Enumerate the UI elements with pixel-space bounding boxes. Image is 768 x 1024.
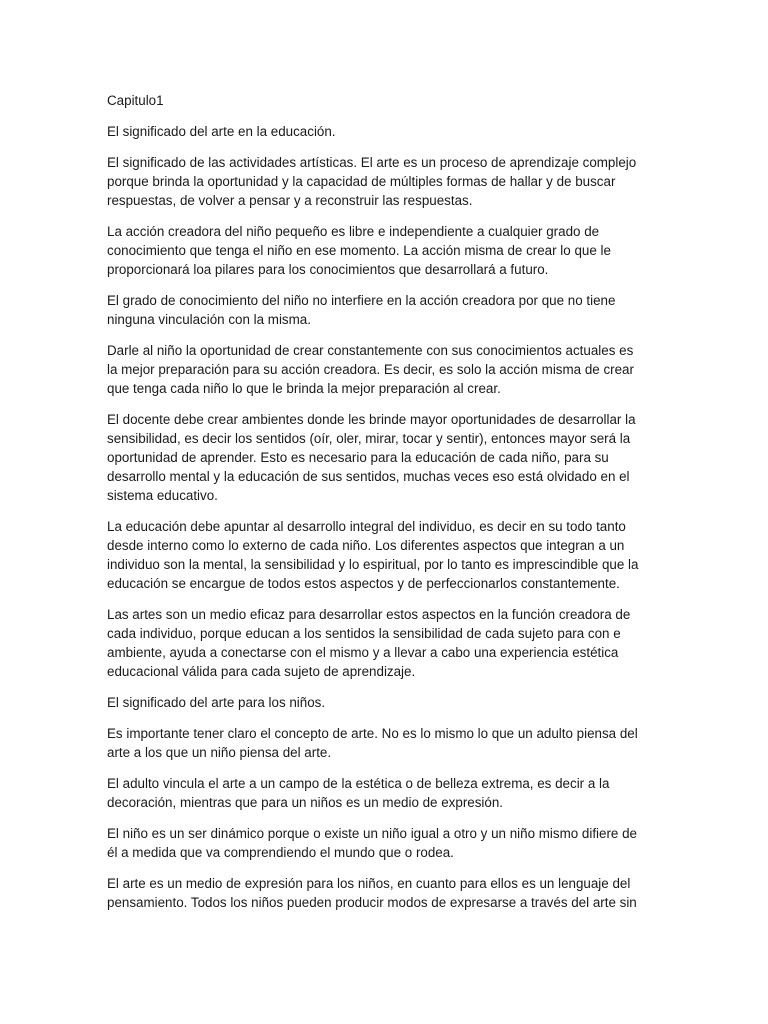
- section-heading: El significado del arte en la educación.: [107, 124, 336, 139]
- paragraph: Las artes son un medio eficaz para desarrollar estos aspectos en la función creadora de cada individuo, porque educan a los sentidos la sensibilidad de cada sujeto para con e ambiente, ayuda a conectarse con el mismo y a llevar a cabo una experiencia estética educacional válida para cada sujeto de aprendizaje.: [107, 607, 631, 679]
- paragraph: El docente debe crear ambientes donde les brinde mayor oportunidades de desarrollar la sensibilidad, es decir los sentidos (oír, oler, mirar, tocar y sentir), entonces mayor será la oportunidad de aprender. Esto es necesario para la educación de cada niño, para su desarrollo mental y la educación de sus sentidos, muchas veces eso está olvidado en el sistema educativo.: [107, 412, 636, 503]
- paragraph: Darle al niño la oportunidad de crear constantemente con sus conocimientos actuales es la mejor preparación para su acción creadora. Es decir, es solo la acción misma de crear que tenga cada niño lo que le brinda la mejor preparación al crear.: [107, 343, 634, 396]
- paragraph: El arte es un medio de expresión para los niños, en cuanto para ellos es un lenguaje del pensamiento. Todos los niños pueden producir modos de expresarse a través del arte sin: [107, 876, 637, 910]
- paragraph: El significado de las actividades artísticas. El arte es un proceso de aprendizaje complejo porque brinda la oportunidad y la capacidad de múltiples formas de hallar y de buscar respuestas, de volver a pensar y a reconstruir las respuestas.: [107, 155, 637, 208]
- paragraph: La educación debe apuntar al desarrollo integral del individuo, es decir en su todo tanto desde interno como lo externo de cada niño. Los diferentes aspectos que integran a un individuo son la mental, la sensibilidad y lo espiritual, por lo tanto es imprescindible que la educación se encargue de todos estos aspectos y de perfeccionarlos constantemente.: [107, 519, 639, 591]
- document-page: [107, 91, 657, 924]
- paragraph: El adulto vincula el arte a un campo de la estética o de belleza extrema, es decir a la decoración, mientras que para un niños es un medio de expresión.: [107, 776, 610, 810]
- section-heading: El significado del arte para los niños.: [107, 695, 326, 710]
- paragraph: El niño es un ser dinámico porque o existe un niño igual a otro y un niño mismo difiere de él a medida que va comprendiendo el mundo que o rodea.: [107, 826, 637, 860]
- paragraph: El grado de conocimiento del niño no interfiere en la acción creadora por que no tiene ninguna vinculación con la misma.: [107, 293, 616, 327]
- chapter-label: Capitulo1: [107, 93, 164, 108]
- paragraph: Es importante tener claro el concepto de arte. No es lo mismo lo que un adulto piensa del arte a los que un niño piensa del arte.: [107, 726, 638, 760]
- paragraph: La acción creadora del niño pequeño es libre e independiente a cualquier grado de conocimiento que tenga el niño en ese momento. La acción misma de crear lo que le proporcionará loa pilares para los conocimientos que desarrollará a futuro.: [107, 224, 611, 277]
